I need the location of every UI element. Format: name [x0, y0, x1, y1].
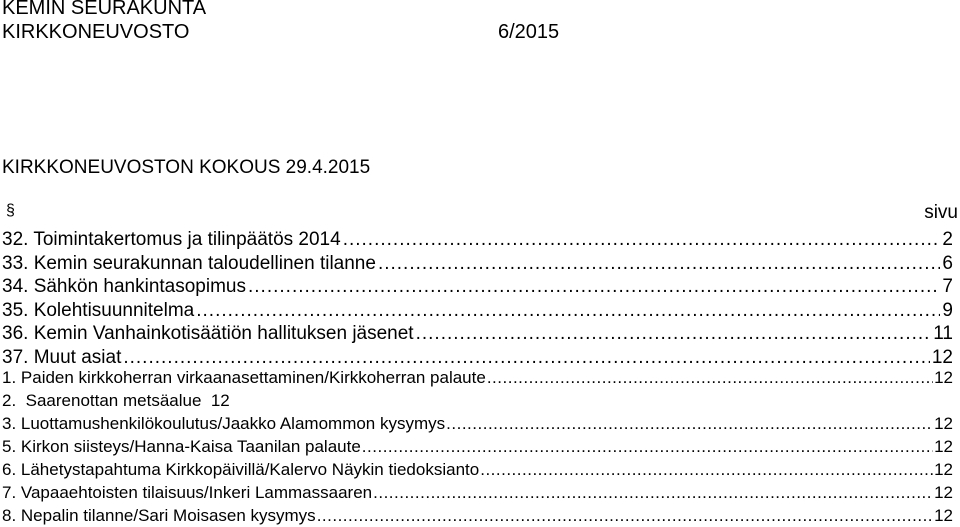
toc-sub-item-title: 6. Lähetystapahtuma Kirkkopäivillä/Kalervo Näykin tiedoksianto — [2, 460, 480, 479]
toc-sub-item-title: 2. Saarenottan metsäalue 12 — [2, 391, 230, 410]
meeting-title: KIRKKONEUVOSTON KOKOUS 29.4.2015 — [2, 157, 371, 178]
toc-sub-item-page: 12 — [934, 368, 953, 387]
toc-sub-item-title: 1. Paiden kirkkoherran virkaanasettaminen/Kirkkoherran palaute — [2, 368, 486, 387]
dot-leader — [378, 252, 940, 276]
toc-item-page: 12 — [931, 346, 953, 368]
org-name: KEMIN SEURAKUNTA — [2, 0, 207, 19]
toc-sub-item-title: 7. Vapaaehtoisten tilaisuus/Inkeri Lammassaaren — [2, 483, 373, 502]
toc-item-title: 33. Kemin seurakunnan taloudellinen tilanne — [2, 252, 376, 274]
toc-sub-item[interactable] — [2, 481, 953, 504]
toc-item-page: 2 — [942, 229, 953, 250]
document-header — [2, 0, 562, 44]
toc-sub-item[interactable] — [2, 389, 953, 412]
dot-leader — [480, 458, 933, 481]
toc-sub-item[interactable] — [2, 366, 953, 389]
dot-leader — [248, 275, 940, 299]
toc-sub-item-page: 12 — [934, 414, 953, 433]
toc-sub-item[interactable] — [2, 458, 953, 481]
toc-item-title: 34. Sähkön hankintasopimus — [2, 276, 246, 297]
toc-item-page: 6 — [942, 252, 953, 274]
toc-sub-item-page: 12 — [934, 460, 953, 479]
dot-leader — [343, 228, 941, 252]
toc-sub-item-page: 12 — [934, 437, 953, 456]
toc-item-title: 35. Kolehtisuunnitelma — [2, 299, 195, 321]
toc-item-page: 7 — [942, 276, 953, 297]
table-of-contents — [2, 228, 953, 369]
document-number: 6/2015 — [498, 21, 560, 43]
dot-leader — [196, 299, 940, 323]
toc-sub-item-page: 12 — [934, 483, 953, 502]
toc-item[interactable] — [2, 322, 953, 346]
dot-leader — [373, 481, 933, 504]
toc-item[interactable] — [2, 252, 953, 276]
toc-item[interactable] — [2, 299, 953, 323]
toc-item[interactable] — [2, 228, 953, 252]
toc-sub-item-title: 8. Nepalin tilanne/Sari Moisasen kysymys — [2, 506, 316, 525]
dot-leader — [416, 322, 932, 346]
toc-sub-item[interactable] — [2, 435, 953, 458]
section-marker-icon: § — [6, 202, 15, 219]
body-name: KIRKKONEUVOSTO — [2, 21, 190, 43]
dot-leader — [446, 412, 933, 435]
toc-sub-item[interactable] — [2, 412, 953, 435]
header-line-2 — [2, 20, 562, 44]
dot-leader — [487, 366, 933, 389]
toc-item-title: 36. Kemin Vanhainkotisäätiön hallituksen jäsenet — [2, 323, 414, 344]
toc-sub-item-title: 3. Luottamushenkilökoulutus/Jaakko Alamommon kysymys — [2, 414, 446, 433]
toc-sub-item-page: 12 — [934, 506, 953, 525]
toc-item-title: 32. Toimintakertomus ja tilinpäätös 2014 — [2, 229, 341, 250]
toc-sub-items — [2, 366, 953, 527]
page-column-label: sivu — [924, 202, 958, 223]
toc-item[interactable] — [2, 275, 953, 299]
toc-item-page: 9 — [942, 299, 953, 321]
toc-item-title: 37. Muut asiat — [2, 346, 122, 368]
toc-column-header — [2, 202, 958, 224]
toc-sub-item-title: 5. Kirkon siisteys/Hanna-Kaisa Taanilan palaute — [2, 437, 361, 456]
dot-leader — [362, 435, 933, 458]
toc-item-page: 11 — [933, 323, 953, 344]
